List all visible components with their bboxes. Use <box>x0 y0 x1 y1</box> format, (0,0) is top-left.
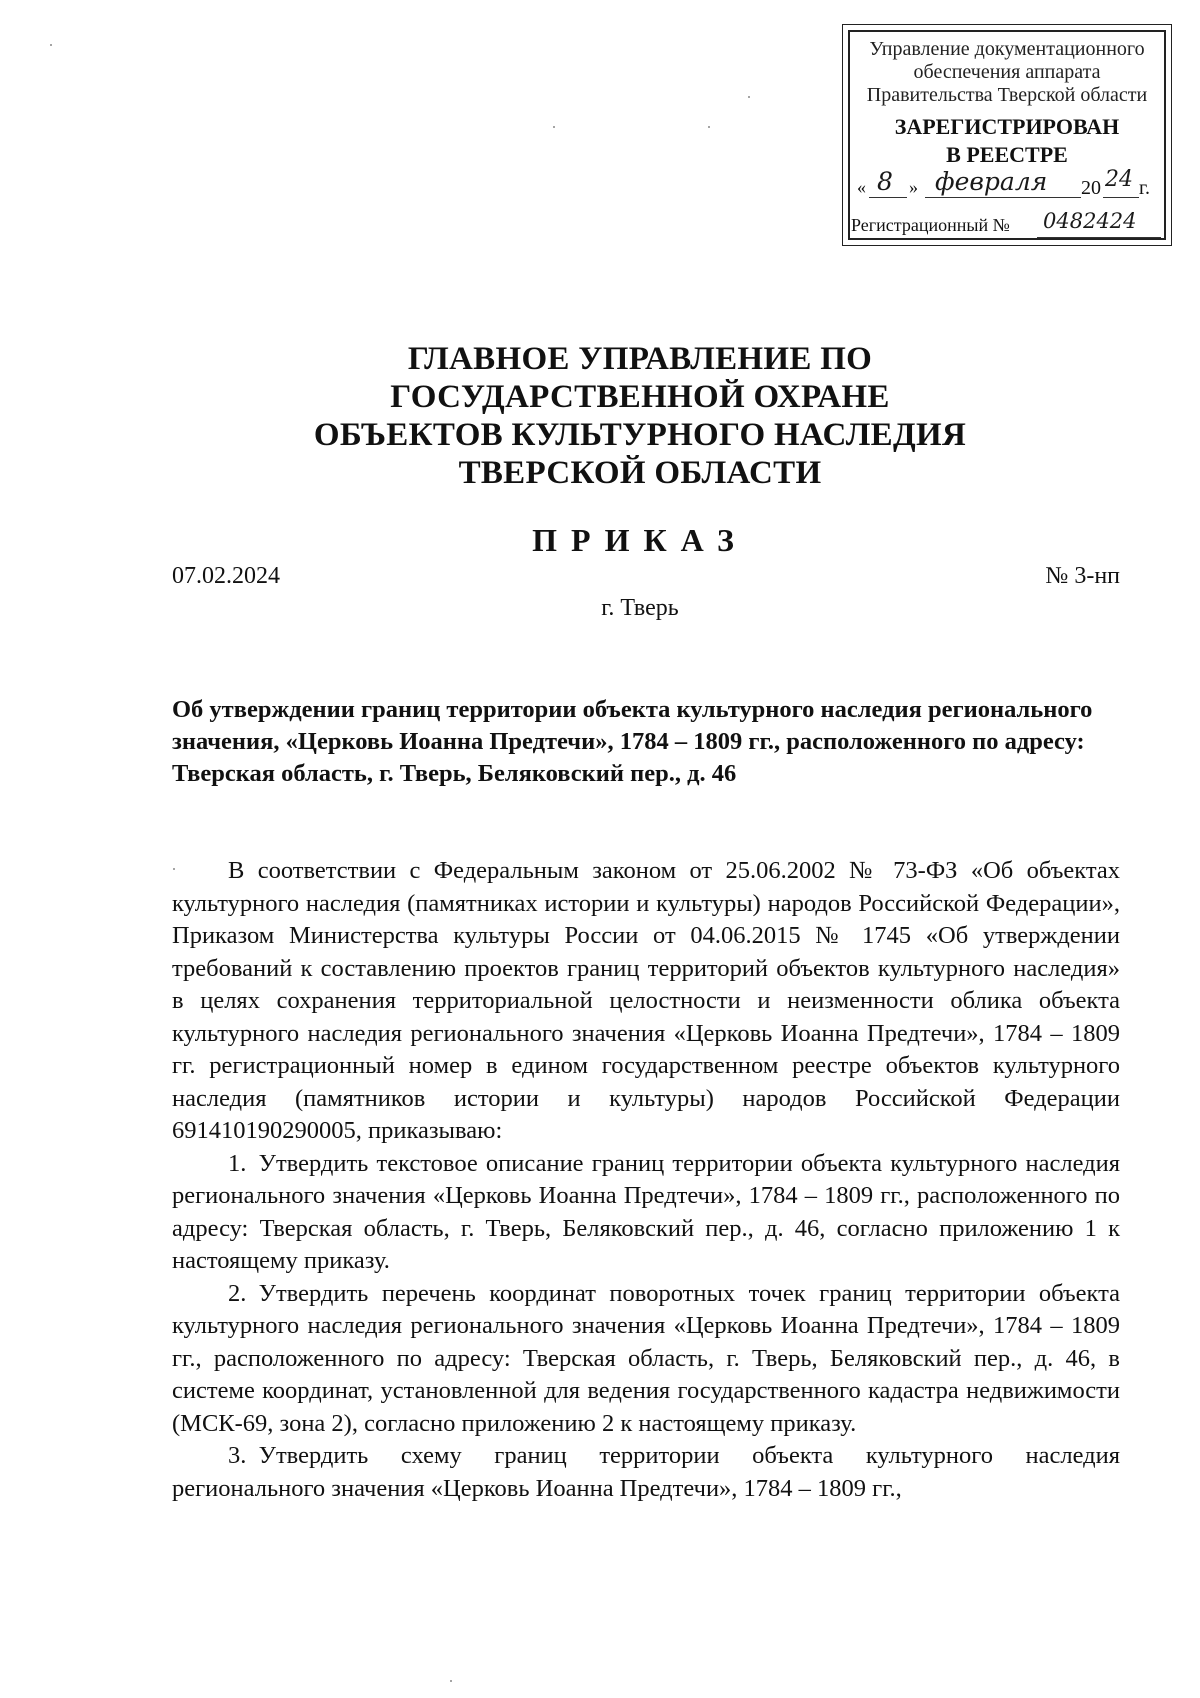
stamp-date-close-quote: » <box>909 177 918 197</box>
stamp-handwritten-year: 24 <box>1105 167 1133 192</box>
stamp-handwritten-day: 8 <box>877 167 893 196</box>
stamp-date-open-quote: « <box>857 177 866 197</box>
document-type-heading: ПРИКАЗ <box>532 522 748 558</box>
registration-stamp <box>842 24 1172 246</box>
scan-speck <box>50 44 52 46</box>
body-item: 2. Утвердить перечень координат поворотных точек границ территории объекта культурного наследия регионального значения «Церковь Иоанна Предтечи», 1784 – 1809 гг., расположенного по адресу: Тверская область, г. Тверь, Беляковский пер., д. 46, в системе координат, установленной для ведения государственного кадастра недвижимости (МСК-69, зона 2), согласно приложению 2 к настоящему приказу. <box>172 1279 1120 1437</box>
body-item: 3. Утвердить схему границ территории объекта культурного наследия регионального значения «Церковь Иоанна Предтечи», 1784 – 1809 гг., <box>172 1442 1120 1502</box>
stamp-reg-number-row <box>851 211 1165 239</box>
stamp-day-underline <box>869 197 907 198</box>
stamp-year-underline <box>1103 197 1139 198</box>
org-title-line: ГОСУДАРСТВЕННОЙ ОХРАНЕ <box>390 379 890 415</box>
organization-title <box>200 340 1080 492</box>
scan-speck <box>553 126 555 128</box>
document-city: г. Тверь <box>601 595 679 621</box>
org-title-line: ОБЪЕКТОВ КУЛЬТУРНОГО НАСЛЕДИЯ <box>313 417 967 453</box>
stamp-date-row <box>853 167 1165 203</box>
stamp-registered-line: В РЕЕСТРЕ <box>946 142 1068 167</box>
scan-speck <box>450 1680 452 1682</box>
stamp-year-abbr: г. <box>1139 177 1150 199</box>
org-title-line: ГЛАВНОЕ УПРАВЛЕНИЕ ПО <box>407 341 873 377</box>
document-date: 07.02.2024 <box>172 563 280 589</box>
stamp-org-line: обеспечения аппарата <box>913 61 1101 83</box>
stamp-reg-label: Регистрационный № <box>851 215 1010 235</box>
stamp-registered-line: ЗАРЕГИСТРИРОВАН <box>894 114 1120 139</box>
stamp-org-line: Правительства Тверской области <box>866 84 1148 106</box>
scan-speck <box>708 126 710 128</box>
org-title-line: ТВЕРСКОЙ ОБЛАСТИ <box>458 455 822 491</box>
document-body <box>172 855 1120 1505</box>
stamp-handwritten-month: февраля <box>935 167 1048 196</box>
stamp-month-underline <box>925 197 1081 198</box>
scan-speck <box>748 96 750 98</box>
body-preamble: В соответствии с Федеральным законом от 25.06.2002 № 73-ФЗ «Об объектах культурного наследия (памятниках истории и культуры) народов Российской Федерации», Приказом Министерства культуры России от 04.06.2015 № 1745 «Об утверждении требований к составлению проектов границ территорий объектов культурного наследия» в целях сохранения территориальной целостности и неизменности облика объекта культурного наследия регионального значения «Церковь Иоанна Предтечи», 1784 – 1809 гг. регистрационный номер в едином государственном реестре объектов культурного наследия (памятников истории и культуры) народов Российской Федерации 691410190290005, приказываю: <box>172 857 1120 1144</box>
stamp-org-line: Управление документационного <box>869 38 1145 60</box>
document-subject: Об утверждении границ территории объекта культурного наследия регионального значения, «Церковь Иоанна Предтечи», 1784 – 1809 гг., расположенного по адресу: Тверская область, г. Тверь, Беляковский пер., д. 46 <box>172 696 1093 787</box>
stamp-reg-underline <box>1037 237 1161 238</box>
stamp-handwritten-reg-number: 0482424 <box>1043 209 1137 233</box>
stamp-year-prefix: 20 <box>1081 177 1101 199</box>
document-number: № 3-нп <box>1045 563 1120 589</box>
body-item: 1. Утвердить текстовое описание границ территории объекта культурного наследия регионального значения «Церковь Иоанна Предтечи», 1784 – 1809 гг., расположенного по адресу: Тверская область, г. Тверь, Беляковский пер., д. 46, согласно приложению 1 к настоящему приказу. <box>172 1149 1120 1274</box>
